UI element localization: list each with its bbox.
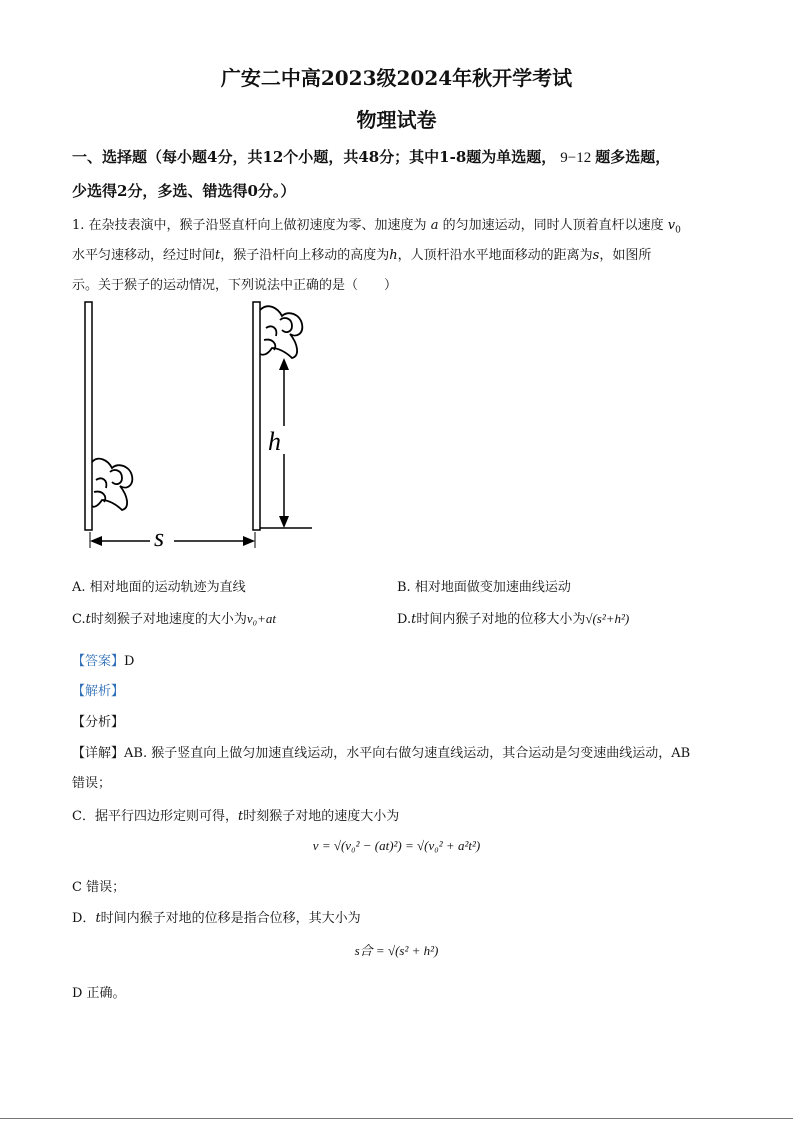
q1-text-b: 的匀加速运动，同时人顶着直杆以速度 xyxy=(442,218,664,233)
var-t: t xyxy=(215,248,221,263)
c-formula: v = √(v₀² − (at)²) = √(v₀² + a²t²) xyxy=(312,838,481,853)
detail-line1 xyxy=(72,742,690,761)
monkey-icon-right xyxy=(260,306,302,358)
option-c-letter: C. xyxy=(72,612,86,627)
option-d-t: t xyxy=(411,612,417,627)
var-a: a xyxy=(430,218,439,233)
q1-line2 xyxy=(72,244,651,263)
monkey-pole-figure xyxy=(78,300,328,552)
d-line-t: t xyxy=(95,911,101,926)
analysis-label: 【解析】 xyxy=(72,684,125,699)
d-line-a: D． xyxy=(72,911,96,926)
q1-text-e: ，人顶杆沿水平地面移动的距离为 xyxy=(397,248,593,263)
option-c-text: 时刻猴子对地速度的大小为 xyxy=(90,612,247,627)
h-label: h xyxy=(268,427,281,456)
option-c xyxy=(72,608,276,627)
answer-line xyxy=(72,650,134,669)
section-heading-line2: 少选得2分，多选、错选得0分。） xyxy=(72,182,296,200)
option-a: A. 相对地面的运动轨迹为直线 xyxy=(72,580,246,595)
var-v: v xyxy=(667,218,676,233)
var-s: s xyxy=(592,248,600,263)
option-d xyxy=(397,608,629,627)
c-line xyxy=(72,805,399,824)
page-bottom-border xyxy=(0,1118,793,1119)
page-subtitle: 物理试卷 xyxy=(356,108,437,132)
detail-line2: 错误； xyxy=(72,776,112,791)
q1-text-d: ，猴子沿杆向上移动的高度为 xyxy=(220,248,390,263)
option-d-text: 时间内猴子对地的位移大小为 xyxy=(416,612,586,627)
h-arrow-head-up xyxy=(279,358,289,370)
q1-text-a: 1. 在杂技表演中，猴子沿竖直杆向上做初速度为零、加速度为 xyxy=(72,218,427,233)
option-c-t: t xyxy=(85,612,91,627)
d-conclusion: D 正确。 xyxy=(72,986,126,1001)
d-line xyxy=(72,907,361,926)
c-conclusion: C 错误； xyxy=(72,880,126,895)
monkey-icon-left xyxy=(92,459,132,510)
section-range: 9−12 xyxy=(560,150,592,166)
q1-text-c: 水平匀速移动，经过时间 xyxy=(72,248,216,263)
q1-line3: 示。关于猴子的运动情况，下列说法中正确的是（ ） xyxy=(72,278,398,293)
option-d-expr: √(s²+h²) xyxy=(585,611,630,626)
section-heading-line1b: 题多选题， xyxy=(595,148,671,166)
c-line-b: 时刻猴子对地的速度大小为 xyxy=(243,809,400,824)
option-d-letter: D. xyxy=(397,612,412,627)
var-h: h xyxy=(389,248,398,263)
detail-label: 【详解】 xyxy=(72,746,125,761)
q1-line1 xyxy=(72,214,681,236)
section-heading xyxy=(72,146,670,167)
answer-label: 【答案】 xyxy=(72,654,125,669)
answer-value: D xyxy=(124,654,135,669)
s-arrow-head-left xyxy=(90,536,102,546)
right-pole xyxy=(253,302,260,530)
c-line-t: t xyxy=(237,809,244,824)
c-line-a: C．据平行四边形定则可得， xyxy=(72,809,238,824)
left-pole xyxy=(85,302,92,530)
section-heading-line1a: 一、选择题（每小题4分，共12个小题，共48分；其中1-8题为单选题， xyxy=(72,148,557,166)
d-formula: s合 = √(s² + h²) xyxy=(354,943,439,958)
page-title: 广安二中高2023级2024年秋开学考试 xyxy=(220,66,573,90)
q1-text-f: ，如图所 xyxy=(599,248,652,263)
fenxi-label: 【分析】 xyxy=(72,715,125,730)
s-label: s xyxy=(154,523,165,552)
d-line-b: 时间内猴子对地的位移是指合位移，其大小为 xyxy=(100,911,361,926)
var-v-sub: 0 xyxy=(675,225,681,236)
h-arrow-head-down xyxy=(279,516,289,528)
option-b: B. 相对地面做变加速曲线运动 xyxy=(397,580,571,595)
detail-text: AB. 猴子竖直向上做匀加速直线运动，水平向右做匀速直线运动，其合运动是匀变速曲线运动，AB xyxy=(124,746,691,761)
s-arrow-head-right xyxy=(243,536,255,546)
option-c-expr: v₀+at xyxy=(246,611,277,626)
